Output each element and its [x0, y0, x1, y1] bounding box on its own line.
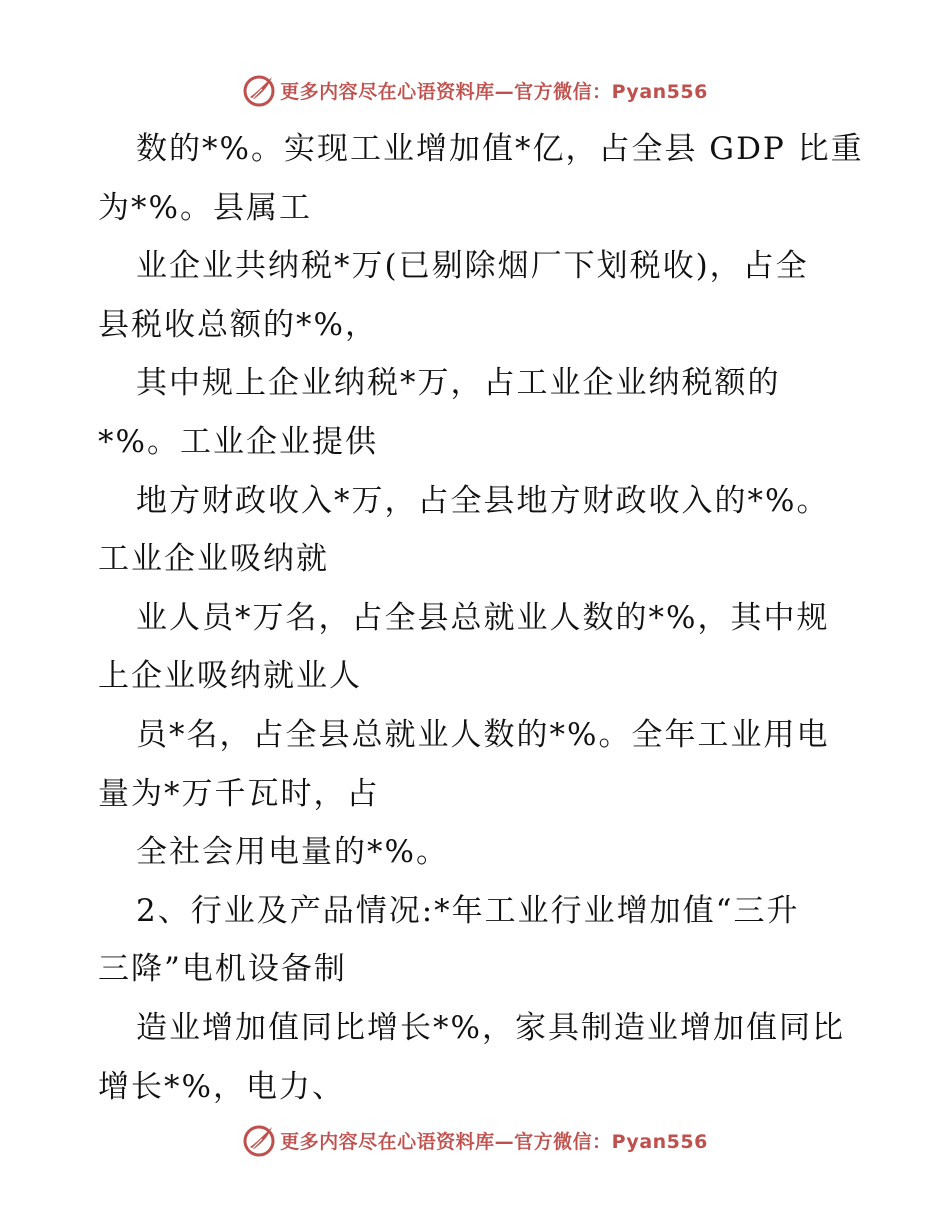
text-line: 县税收总额的*%，: [98, 306, 378, 343]
text-line: 上企业吸纳就业人: [98, 658, 362, 695]
text-line: 全社会用电量的*%。: [136, 834, 449, 871]
text-line: *%。工业企业提供: [98, 423, 378, 460]
text-line: 三降”电机设备制: [98, 951, 347, 988]
document-body: [98, 120, 864, 1116]
text-line: 工业企业吸纳就: [98, 541, 329, 578]
text-line: 地方财政收入*万，占全县地方财政收入的*%。: [136, 482, 830, 519]
text-line: 量为*万千瓦时，占: [98, 775, 380, 812]
watermark-footer: [0, 1120, 950, 1160]
text-line: 业人员*万名，占全县总就业人数的*%，其中规: [136, 599, 830, 636]
text-line: 造业增加值同比增长*%，家具制造业增加值同比: [136, 1009, 845, 1046]
text-line: 2、行业及产品情况:*年工业行业增加值“三升: [136, 892, 800, 929]
text-line: 为*%。县属工: [98, 189, 312, 226]
text-line: 其中规上企业纳税*万，占工业企业纳税额的: [136, 365, 781, 402]
watermark-header: [0, 70, 950, 110]
text-line: 业企业共纳税*万(已剔除烟厂下划税收)，占全: [136, 248, 809, 285]
feather-logo-icon: [242, 73, 276, 107]
feather-logo-icon: [242, 1123, 276, 1157]
watermark-text: 更多内容尽在心语资料库—官方微信：Pyan556: [280, 1130, 708, 1153]
text-line: 员*名，占全县总就业人数的*%。全年工业用电: [136, 716, 830, 753]
watermark-text: 更多内容尽在心语资料库—官方微信：Pyan556: [280, 80, 708, 103]
text-line: 增长*%，电力、: [98, 1068, 345, 1105]
text-line: 数的*%。实现工业增加值*亿，占全县 GDP 比重: [136, 131, 864, 167]
